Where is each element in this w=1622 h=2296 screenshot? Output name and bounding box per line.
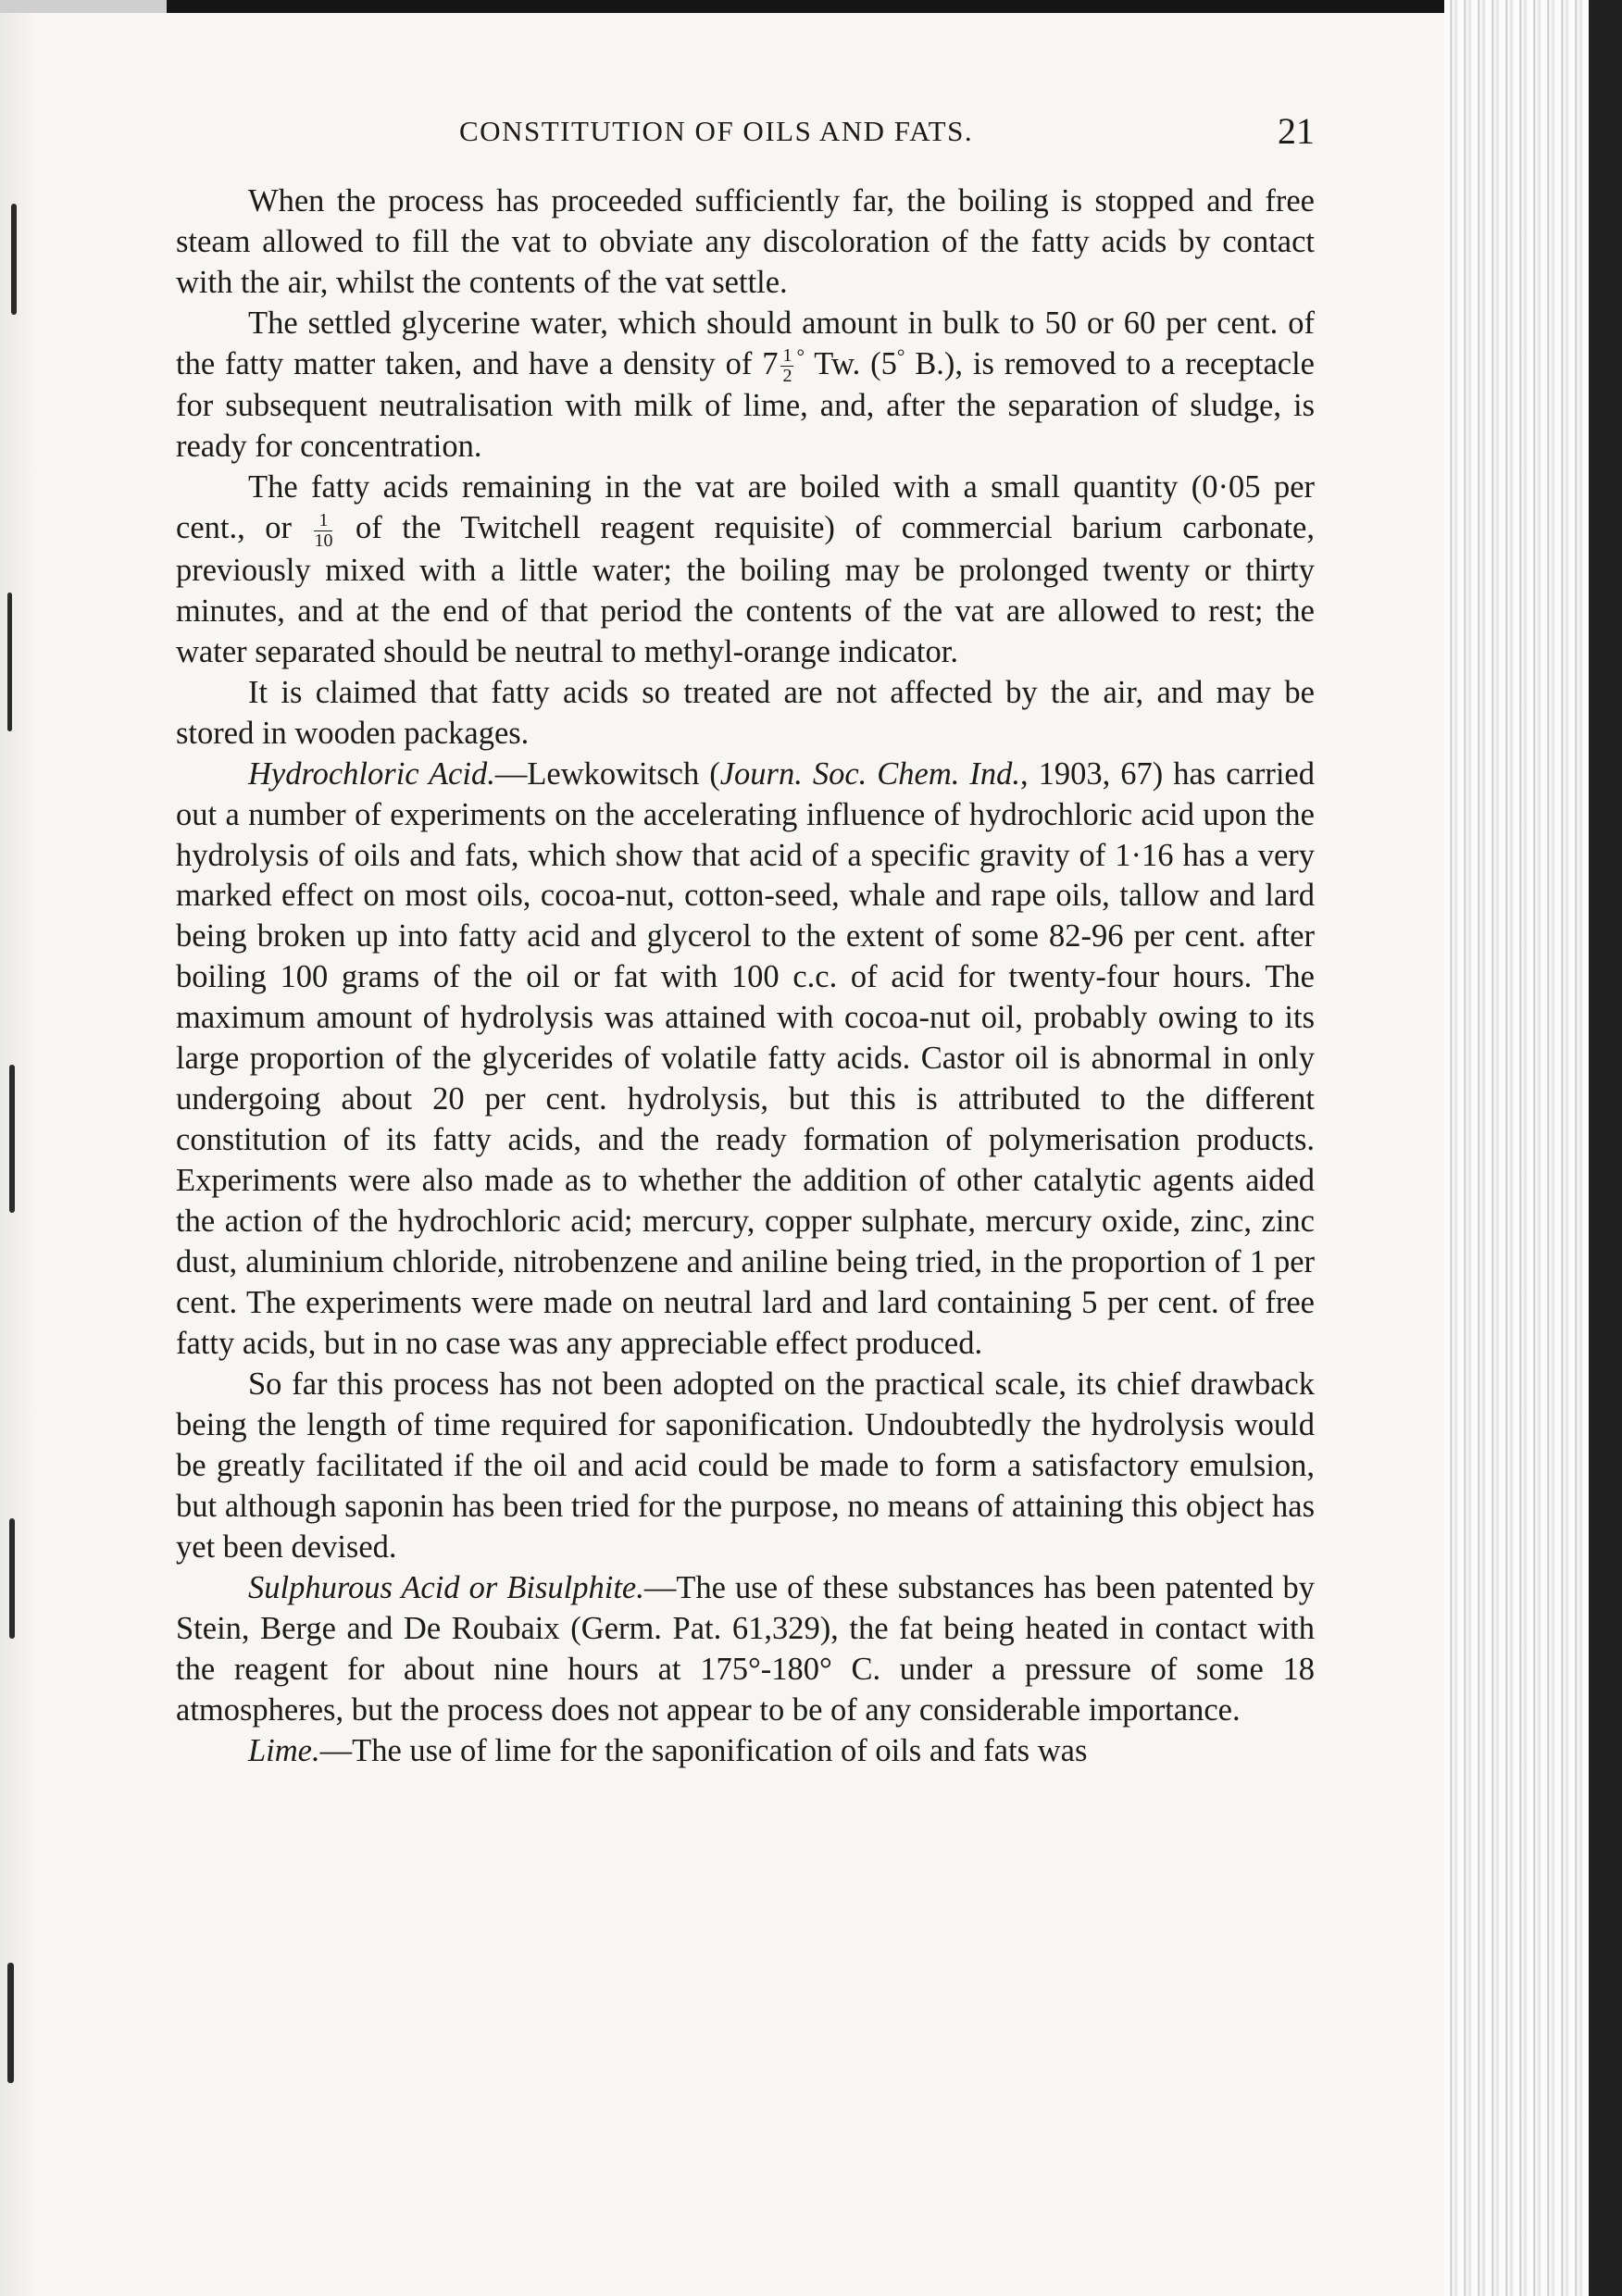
- margin-mark: [11, 204, 17, 315]
- fraction-denominator: 10: [314, 530, 333, 551]
- fraction-numerator: 1: [314, 511, 332, 531]
- scan-top-border-fade: [0, 0, 167, 13]
- margin-mark: [9, 1518, 15, 1639]
- paragraph-text: of the Twitchell reagent requisite) of commercial barium carbonate, previously mixed with a little water; the boiling may be prolonged twenty or thirty minutes, and at the end of that period the contents of the vat are allowed to rest; the water separated should be neutral to methyl-orange indicator.: [176, 510, 1315, 669]
- paragraph-practical-scale: [176, 1365, 1315, 1568]
- section-heading: Lime.: [248, 1732, 320, 1768]
- paragraph-hydrochloric-acid: [176, 755, 1315, 1365]
- margin-mark: [7, 593, 12, 731]
- paragraph-text: So far this process has not been adopted on the practical scale, its chief drawback being the length of time required for saponification. Undoubtedly the hydrolysis would be greatly facilitated if the oil and acid could be made to form a satisfactory emulsion, but although saponin has been tried for the purpose, no means of attaining this object has yet been devised.: [176, 1366, 1315, 1565]
- paragraph-glycerine-water: [176, 304, 1315, 468]
- journal-citation: Journ. Soc. Chem. Ind.: [719, 755, 1020, 792]
- body-text: [176, 181, 1315, 1771]
- paragraph-text: —The use of lime for the saponification of oils and fats was: [319, 1732, 1088, 1768]
- paragraph-lime: [176, 1731, 1315, 1772]
- paragraph-sulphurous-acid: [176, 1568, 1315, 1731]
- paragraph-text: B.), is removed to a receptacle for subsequent neutralisation with milk of lime, and, after the separation of sludge, is ready for concentration.: [176, 345, 1315, 465]
- paragraph-steam-settling: [176, 181, 1315, 304]
- paragraph-text: —The use of these substances has been patented by Stein, Berge and De Roubaix (Germ. Pat. 61,329), the fat being heated in contact with the reagent for about nine hours at 175°-180° C. under a pressure of some 18 atmospheres, but the process does not appear to be of any considerable importance.: [176, 1569, 1315, 1728]
- margin-mark: [9, 1065, 15, 1213]
- paragraph-text: When the process has proceeded sufficiently far, the boiling is stopped and free steam allowed to fill the vat to obviate any discoloration of the fatty acids by contact with the air, whilst the contents of the vat settle.: [176, 183, 1315, 300]
- paragraph-text: It is claimed that fatty acids so treated are not affected by the air, and may be stored in wooden packages.: [176, 674, 1315, 751]
- page-number: 21: [1278, 110, 1315, 152]
- scan-right-border: [1589, 0, 1622, 2296]
- page-header: [176, 107, 1315, 154]
- paragraph-text: Tw. (5: [805, 345, 897, 381]
- paragraph-wooden-packages: [176, 673, 1315, 755]
- paragraph-text: —Lewkowitsch (: [494, 755, 720, 792]
- section-heading: Sulphurous Acid or Bisulphite.: [248, 1569, 644, 1605]
- paragraph-text: , 1903, 67) has carried out a number of experiments on the accelerating influence of hydrochloric acid upon the hydrolysis of oils and fats, which show that acid of a specific gravity of 1·16 has a very marked effect on most oils, cocoa-nut, cotton-seed, whale and rape oils, tallow and lard being broken up into fatty acid and glycerol to the extent of some 82-96 per cent. after boiling 100 grams of the oil or fat with 100 c.c. of acid for twenty-four hours. The maximum amount of hydrolysis was attained with cocoa-nut oil, probably owing to its large proportion of the glycerides of volatile fatty acids. Castor oil is abnormal in only undergoing about 20 per cent. hydrolysis, but this is attributed to the different constitution of its fatty acids, and the ready formation of polymerisation products. Experiments were also made as to whether the addition of other catalytic agents aided the action of the hydrochloric acid; mercury, copper sulphate, mercury oxide, zinc, zinc dust, aluminium chloride, nitrobenzene and aniline being tried, in the proportion of 1 per cent. The experiments were made on neutral lard and lard containing 5 per cent. of free fatty acids, but in no case was any appreciable effect produced.: [176, 755, 1315, 1361]
- running-title: CONSTITUTION OF OILS AND FATS.: [459, 115, 974, 147]
- fraction-one-half: [780, 346, 793, 386]
- degree-sign: °: [896, 344, 905, 368]
- section-heading: Hydrochloric Acid.: [248, 755, 495, 792]
- fraction-denominator: 2: [782, 366, 792, 387]
- left-page-edge: [0, 0, 37, 2296]
- paragraph-text: The settled glycerine water, which should amount in bulk to 50 or 60 per cent. of the fatty matter taken, and have a density of 7: [176, 305, 1315, 381]
- paragraph-text: The fatty acids remaining in the vat are boiled with a small quantity (0·05 per cent., or: [176, 469, 1315, 546]
- margin-mark: [7, 1963, 14, 2083]
- degree-sign: °: [796, 344, 805, 368]
- scan-top-border: [0, 0, 1592, 13]
- fraction-numerator: 1: [782, 345, 792, 367]
- paragraph-barium-carbonate: [176, 468, 1315, 672]
- fraction-one-tenth: [314, 511, 332, 551]
